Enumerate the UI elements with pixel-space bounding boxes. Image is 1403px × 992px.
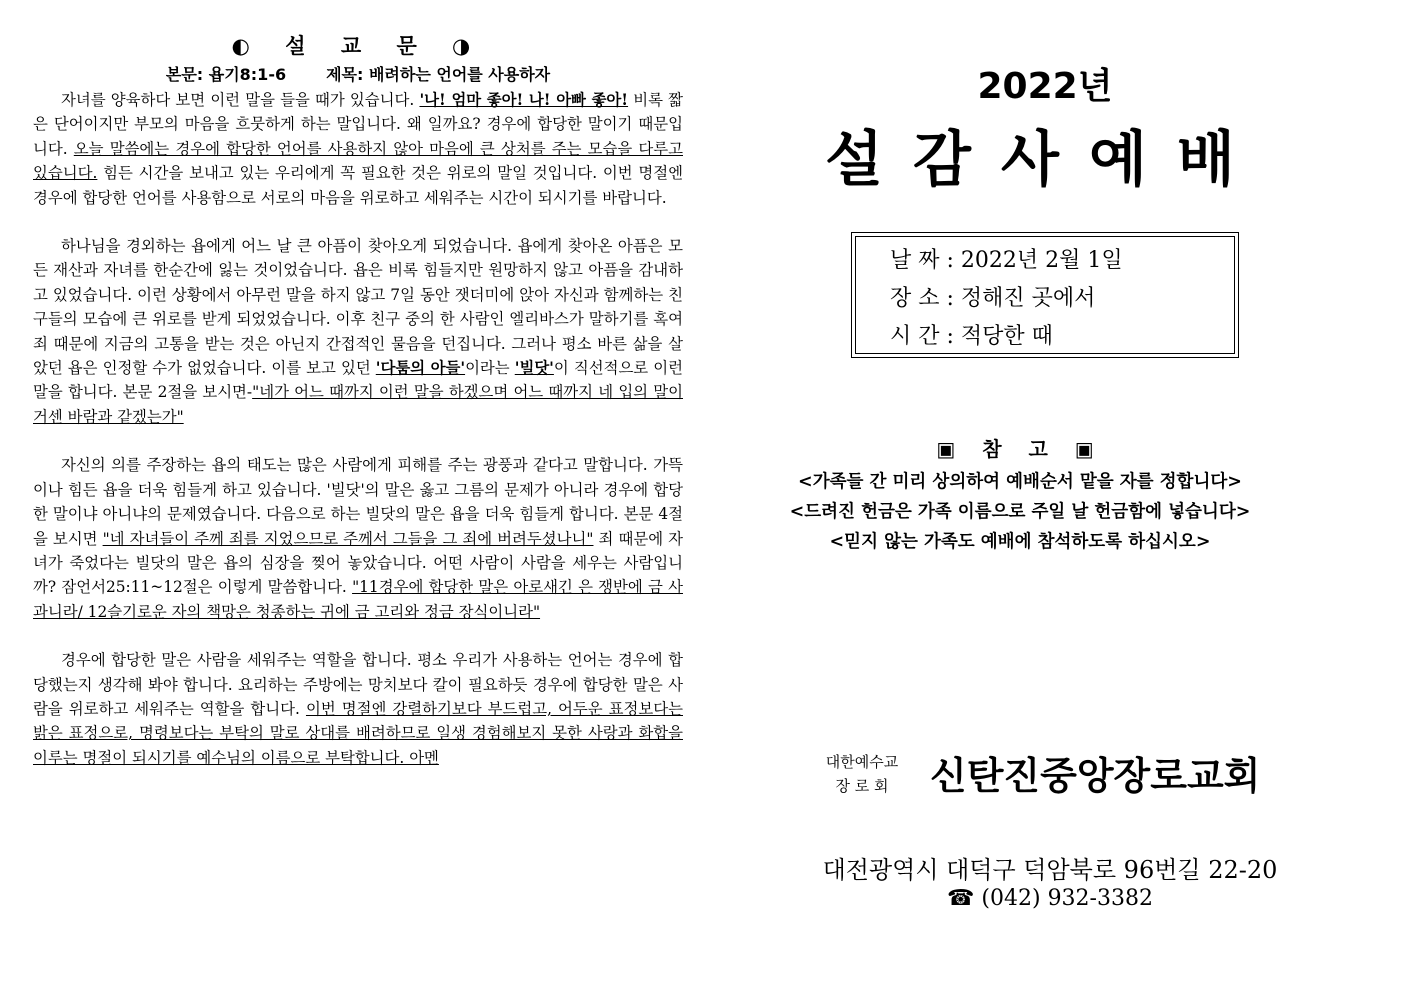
sermon-paragraph-1 bbox=[33, 88, 683, 210]
paragraph-text bbox=[33, 453, 683, 624]
church-address: 대전광역시 대덕구 덕암북로 96번길 22-20 bbox=[822, 856, 1278, 884]
sermon-column bbox=[33, 30, 683, 794]
note-item: <드려진 헌금은 가족 이름으로 주일 날 헌금함에 넣습니다> bbox=[789, 502, 1251, 522]
text-segment: '빌닷' bbox=[514, 359, 554, 378]
text-segment: '나! 엄마 좋아! 나! 아빠 좋아! bbox=[419, 91, 629, 109]
denomination-line: 장 로 회 bbox=[835, 777, 889, 795]
text-segment: 자신의 의를 주장하는 욥의 태도는 많은 사람에게 피해를 주는 광풍과 같다고 말합니다. 가뜩이나 힘든 욥을 더욱 힘들게 하고 있습니다. '빌닷'의 말은 옳고 그름의 문제가 아니라 경우에 합당한 말이냐 아니냐의 문제였습니다. 다음으로 하는 빌닷의 말은 욥을 더욱 힘들게 합니다. 본문 4절을 보시면 bbox=[33, 456, 683, 548]
church-name: 신탄진중앙장로교회 bbox=[930, 754, 1261, 798]
denomination-line: 대한예수교 bbox=[825, 753, 899, 771]
service-info-box bbox=[851, 232, 1239, 358]
text-segment: 하나님을 경외하는 욥에게 어느 날 큰 아픔이 찾아오게 되었습니다. 욥에게 찾아온 아픔은 모든 재산과 자녀를 한순간에 잃는 것이었습니다. 욥은 비록 힘들지만 원망하지 않고 아픔을 감내하고 있었습니다. 이런 상황에서 아무런 말을 하지 않고 7일 동안 잿더미에 앉아 자신과 함께하는 친구들의 모습에 큰 위로를 받게 되었었습니다. 이후 친구 중의 한 사람인 엘리바스가 말하기를 혹여 죄 때문에 지금의 고통을 받는 것은 아닌지 간접적인 물음을 던집니다. 그러나 평소 바른 삶을 살았던 욥은 인정할 수가 없었습니다. 이를 보고 있던 bbox=[33, 237, 683, 378]
text-segment: "네가 어느 때까지 이런 말을 하겠으며 어느 때까지 네 입의 말이 거센 바람과 같겠는가" bbox=[33, 383, 683, 426]
service-date: 날 짜 : 2022년 2월 1일 bbox=[890, 248, 1123, 273]
text-segment: '다툼의 아들' bbox=[375, 359, 466, 378]
service-year: 2022년 bbox=[977, 66, 1113, 107]
denomination bbox=[812, 750, 912, 798]
sermon-header: ◐ 설 교 문 ◑ bbox=[231, 33, 485, 58]
scripture-reference: 본문: 욥기8:1-6 bbox=[165, 65, 287, 84]
notes-header: ▣ 참 고 ▣ bbox=[936, 437, 1104, 461]
sermon-paragraph-2 bbox=[33, 234, 683, 429]
sermon-subtitle bbox=[33, 62, 683, 88]
service-time: 시 간 : 적당한 때 bbox=[890, 324, 1053, 349]
paragraph-text bbox=[33, 88, 683, 210]
note-item: <가족들 간 미리 상의하여 예배순서 맡을 자를 정합니다> bbox=[798, 472, 1242, 492]
text-segment: 자녀를 양육하다 보면 이런 말을 들을 때가 있습니다. bbox=[61, 91, 420, 109]
sermon-paragraph-4 bbox=[33, 648, 683, 770]
church-phone: ☎ (042) 932-3382 bbox=[947, 886, 1153, 911]
text-segment: 오늘 말씀에는 경우에 합당한 언어를 사용하지 않아 마음에 큰 상처를 주는 모습을 다루고 있습니다. bbox=[33, 139, 683, 183]
text-segment: 이번 명절엔 강렬하기보다 부드럽고, 어두운 표정보다는 밝은 표정으로, 명령보다는 부탁의 말로 상대를 배려하므로 일생 경험해보지 못한 사랑과 화합을 이루는 명절이 되시기를 예수님의 이름으로 부탁합니다. 아멘 bbox=[33, 699, 683, 767]
text-segment: 힘든 시간을 보내고 있는 우리에게 꼭 필요한 것은 위로의 말일 것입니다. 이번 명절엔 경우에 합당한 언어를 사용함으로 서로의 마음을 위로하고 세워주는 시간이 되시기를 바랍니다. bbox=[33, 164, 683, 207]
text-segment: 경우에 합당한 말은 사람을 세워주는 역할을 합니다. 평소 우리가 사용하는 언어는 경우에 합당했는지 생각해 봐야 합니다. 요리하는 주방에는 망치보다 칼이 필요하듯 경우에 합당한 말은 사람을 위로하고 세워주는 역할을 합니다. bbox=[33, 651, 683, 718]
note-item: <믿지 않는 가족도 예배에 참석하도록 하십시오> bbox=[829, 532, 1211, 552]
sermon-paragraph-3 bbox=[33, 453, 683, 624]
paragraph-text bbox=[33, 648, 683, 770]
service-title: 설감사예배 bbox=[825, 125, 1265, 195]
service-place: 장 소 : 정해진 곳에서 bbox=[890, 286, 1096, 311]
sermon-title: 제목: 배려하는 언어를 사용하자 bbox=[326, 65, 551, 84]
text-segment: "11경우에 합당한 말은 아로새긴 은 쟁반에 금 사과니라/ 12슬기로운 자의 책망은 청종하는 귀에 금 고리와 정금 장식이니라" bbox=[33, 578, 683, 621]
text-segment: 이 직선적으로 이런 말을 합니다. 본문 2절을 보시면- bbox=[33, 359, 683, 402]
text-segment: 이라는 bbox=[465, 359, 515, 378]
text-segment: 죄 때문에 자녀가 죽었다는 빌닷의 말은 욥의 심장을 찢어 놓았습니다. 어떤 사람이 사람을 세우는 사람입니까? 잠언서25:11~12절은 이렇게 말씀합니다. bbox=[33, 529, 683, 597]
text-segment: "네 자녀들이 주께 죄를 지었으므로 주께서 그들을 그 죄에 버려두셨나니" bbox=[102, 529, 594, 548]
paragraph-text bbox=[33, 234, 683, 429]
text-segment: 비록 짧은 단어이지만 부모의 마음을 흐뭇하게 하는 말입니다. 왜 일까요? 경우에 합당한 말이기 때문입니다. bbox=[33, 91, 684, 158]
